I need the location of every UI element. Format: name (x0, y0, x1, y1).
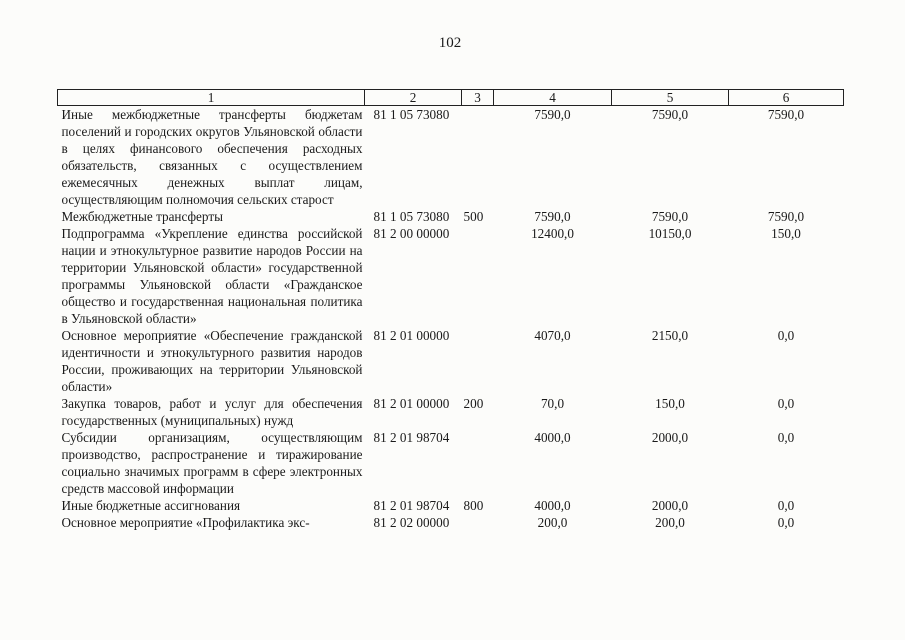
row-value-6: 7590,0 (767, 209, 805, 224)
row-value-5: 200,0 (655, 515, 685, 530)
table-row (58, 106, 844, 209)
row-vr (462, 225, 494, 327)
row-name: Подпрограмма «Укрепление единства российской нации и этнокультурное развитие народов России на территории Ульяновской области» государственной программы Ульяновской области «Гражданское общество и государственная национальная политика в Ульяновской области» (61, 226, 363, 326)
row-value-6: 0,0 (777, 430, 795, 445)
row-value-5: 10150,0 (648, 226, 692, 241)
row-value-5: 2000,0 (651, 498, 689, 513)
header-col-3: 3 (462, 90, 494, 106)
header-col-5: 5 (612, 90, 729, 106)
row-name: Иные бюджетные ассигнования (61, 498, 241, 513)
header-col-4: 4 (494, 90, 612, 106)
row-value-5: 7590,0 (651, 107, 689, 122)
header-col-2: 2 (365, 90, 462, 106)
row-value-6: 150,0 (771, 226, 801, 241)
row-value-4: 12400,0 (531, 226, 574, 241)
row-name: Субсидии организациям, осуществляющим производство, распространение и тиражирование социально значимых программ в сфере электронных средств массовой информации (61, 430, 363, 496)
row-vr (462, 106, 494, 209)
row-vr: 800 (463, 498, 484, 513)
table-row (58, 429, 844, 497)
row-value-5: 7590,0 (651, 209, 689, 224)
row-code: 81 2 01 98704 (373, 498, 450, 513)
row-value-4: 4070,0 (534, 328, 571, 343)
row-value-4: 200,0 (537, 515, 568, 530)
page-number: 102 (438, 35, 462, 51)
table-row (58, 327, 844, 395)
row-value-4: 7590,0 (534, 209, 571, 224)
header-col-1: 1 (58, 90, 365, 106)
table-row (58, 514, 844, 531)
row-vr (462, 327, 494, 395)
row-name: Закупка товаров, работ и услуг для обеспечения государственных (муниципальных) нужд (61, 396, 363, 428)
table-row (58, 497, 844, 514)
table-row (58, 208, 844, 225)
row-code: 81 2 01 00000 (373, 328, 450, 343)
row-value-4: 7590,0 (534, 107, 571, 122)
row-value-6: 0,0 (777, 515, 795, 530)
row-value-5: 2000,0 (651, 430, 689, 445)
row-code: 81 2 01 98704 (373, 430, 450, 445)
row-code: 81 1 05 73080 (373, 209, 450, 224)
row-vr (462, 429, 494, 497)
header-col-6: 6 (729, 90, 844, 106)
row-code: 81 2 02 00000 (373, 515, 450, 530)
row-name: Основное мероприятие «Обеспечение гражданской идентичности и этнокультурного развития народов России, проживающих на территории Ульяновской области» (61, 328, 363, 394)
row-code: 81 1 05 73080 (373, 107, 450, 122)
row-value-4: 4000,0 (534, 430, 571, 445)
row-value-4: 4000,0 (534, 498, 571, 513)
row-code: 81 2 01 00000 (373, 396, 450, 411)
row-name: Межбюджетные трансферты (61, 209, 223, 224)
row-value-5: 150,0 (655, 396, 685, 411)
row-value-4: 70,0 (540, 396, 565, 411)
budget-table (57, 89, 844, 531)
row-vr (462, 514, 494, 531)
header-row (58, 90, 844, 106)
row-value-6: 0,0 (777, 396, 795, 411)
row-code: 81 2 00 00000 (373, 226, 450, 241)
row-vr: 500 (463, 209, 484, 224)
row-value-6: 0,0 (777, 328, 795, 343)
row-value-6: 0,0 (777, 498, 795, 513)
table-row (58, 395, 844, 429)
table-row (58, 225, 844, 327)
row-vr: 200 (463, 396, 484, 411)
row-value-5: 2150,0 (651, 328, 689, 343)
row-name: Иные межбюджетные трансферты бюджетам поселений и городских округов Ульяновской области в целях финансового обеспечения расходных обязательств, связанных с осуществлением ежемесячных денежных выплат лицам, осуществляющим полномочия сельских старост (61, 107, 363, 207)
row-value-6: 7590,0 (767, 107, 805, 122)
row-name: Основное мероприятие «Профилактика экс- (61, 515, 310, 530)
